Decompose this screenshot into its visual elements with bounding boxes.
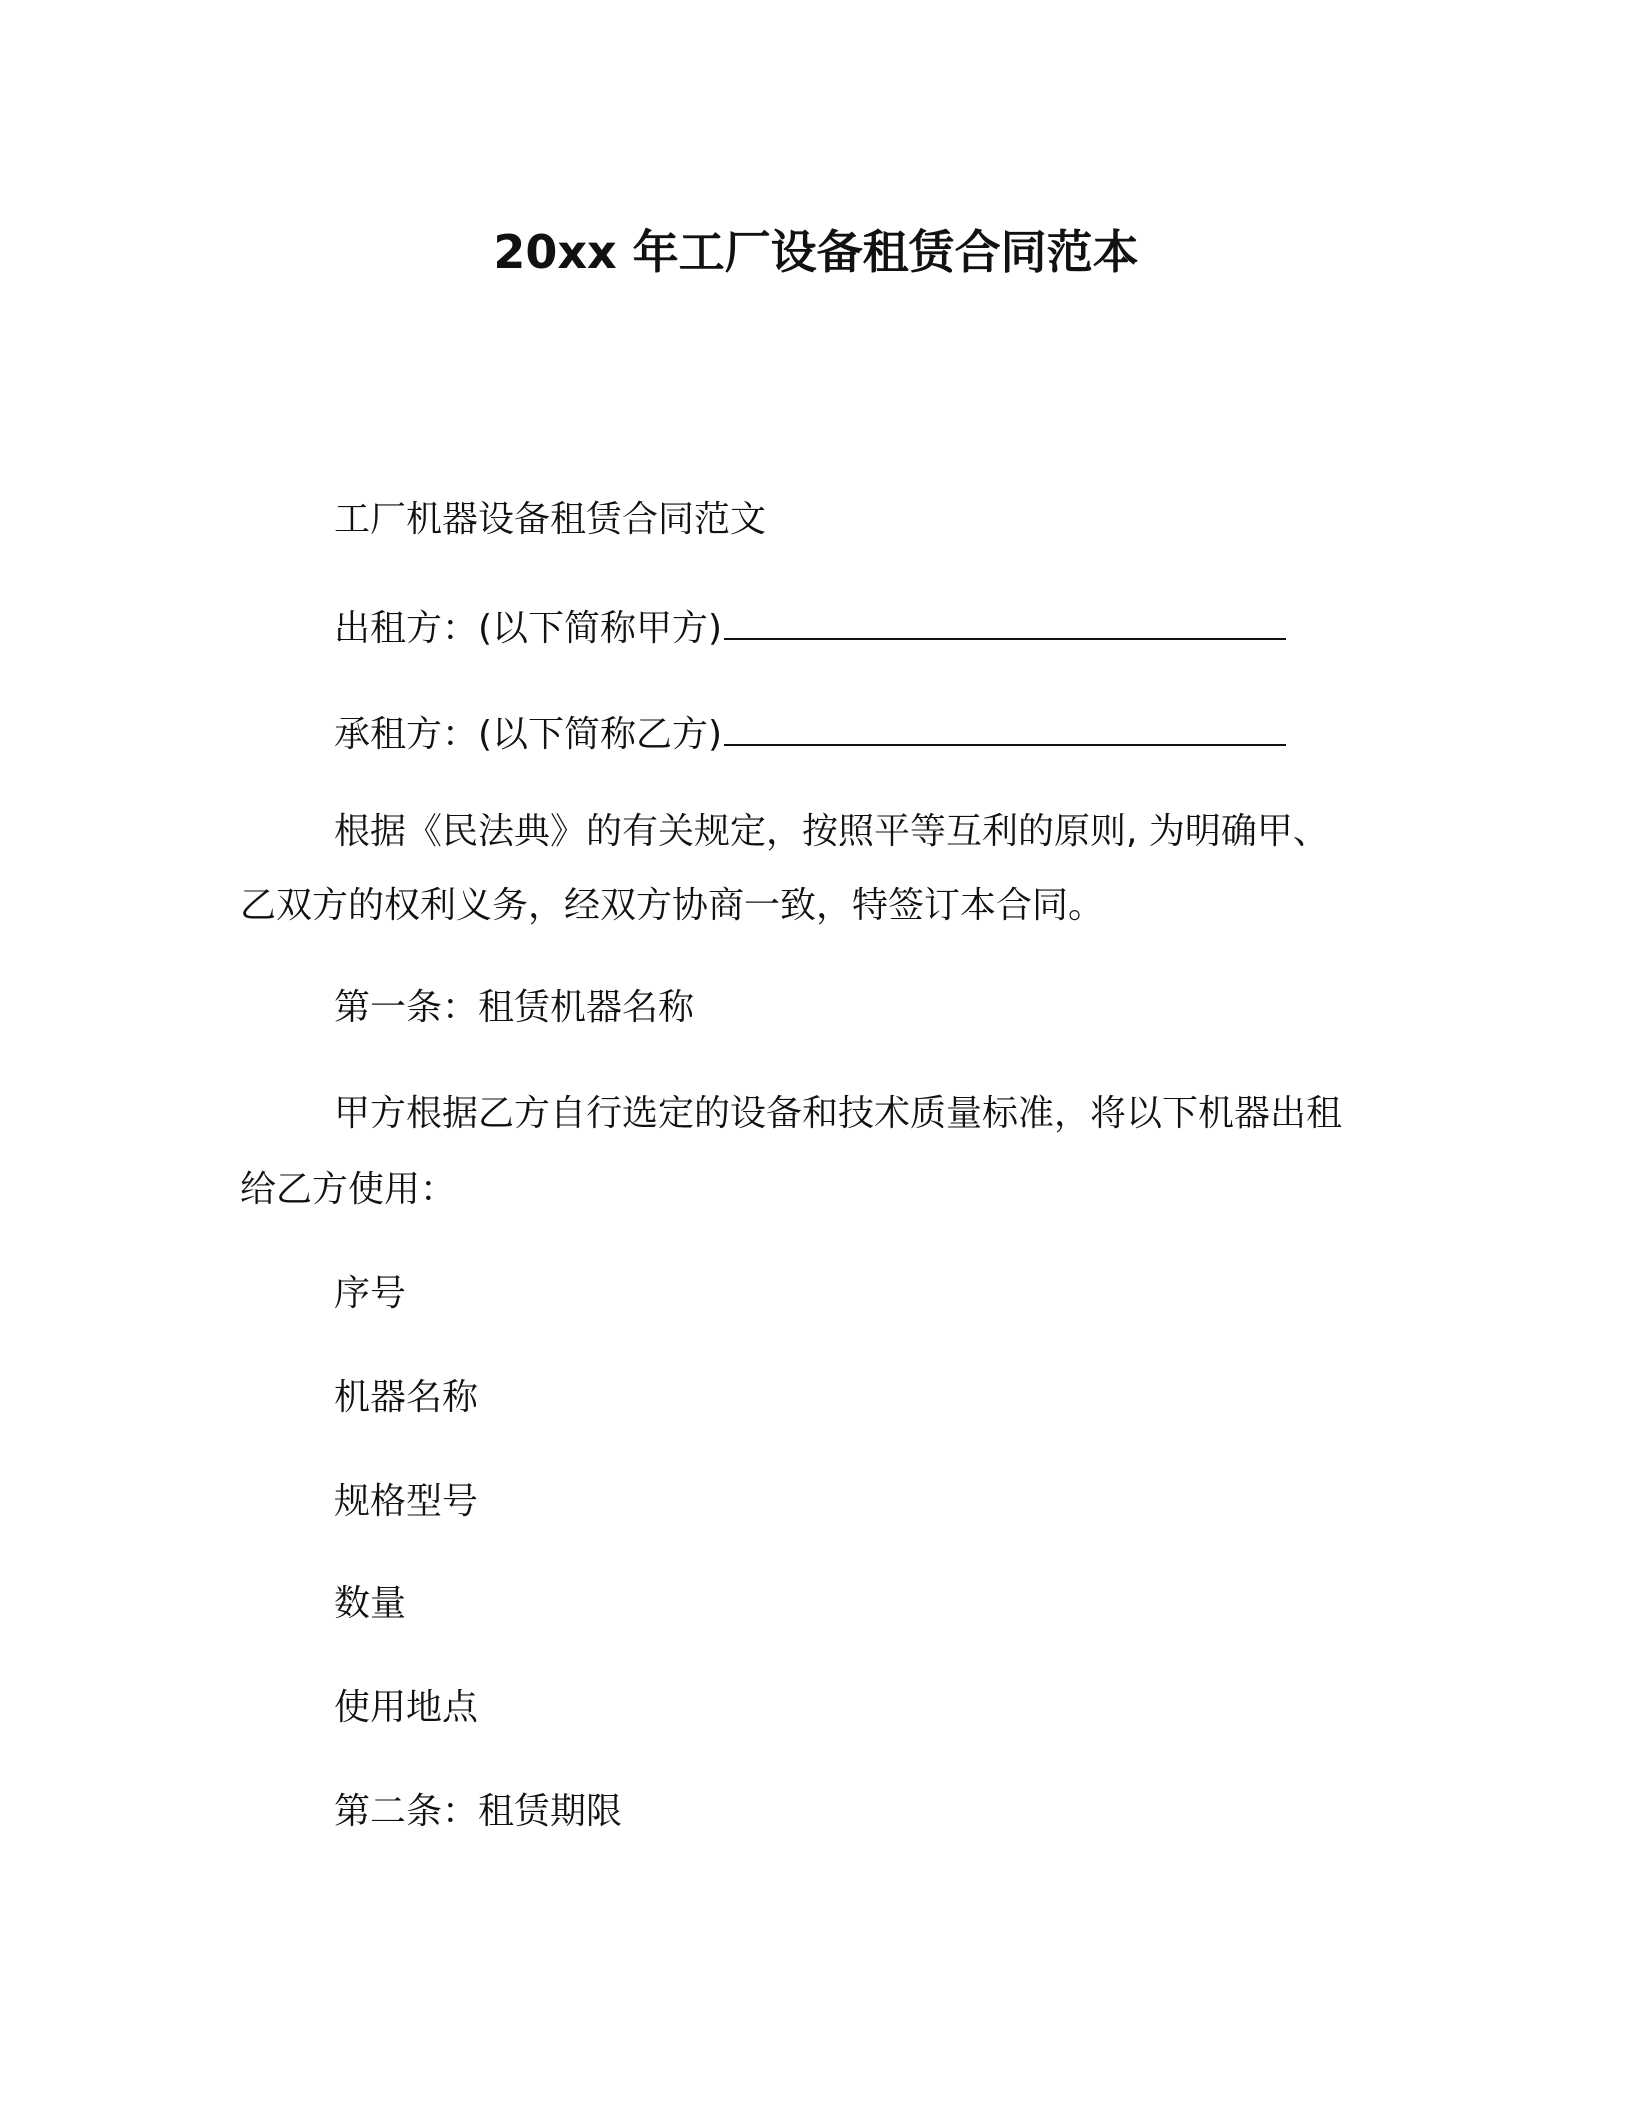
article1-body-line-2: 给乙方使用：: [240, 1169, 457, 1210]
field-serial-number: 序号: [334, 1273, 407, 1314]
preamble-line-2: 乙双方的权利义务，经双方协商一致，特签订本合同。: [240, 885, 1105, 926]
article2-heading: 第二条：租赁期限: [334, 1791, 623, 1832]
field-location: 使用地点: [334, 1687, 479, 1728]
lessor-blank: [724, 604, 1286, 640]
article1-heading: 第一条：租赁机器名称: [334, 987, 695, 1028]
field-machine-name: 机器名称: [334, 1377, 479, 1418]
lessee-line: [334, 710, 1286, 759]
lessee-blank: [724, 710, 1286, 746]
field-quantity: 数量: [334, 1583, 407, 1624]
lessee-label: 承租方：(以下简称乙方): [334, 714, 723, 755]
article1-body-line-1: 甲方根据乙方自行选定的设备和技术质量标准，将以下机器出租: [334, 1093, 1343, 1134]
document-title: 20xx 年工厂设备租赁合同范本: [493, 225, 1139, 279]
lessor-label: 出租方：(以下简称甲方): [334, 608, 723, 649]
field-model-spec: 规格型号: [334, 1481, 479, 1522]
lessor-line: [334, 604, 1286, 653]
preamble-line-1: 根据《民法典》的有关规定，按照平等互利的原则, 为明确甲、: [334, 811, 1329, 852]
document-subtitle: 工厂机器设备租赁合同范文: [334, 499, 767, 540]
